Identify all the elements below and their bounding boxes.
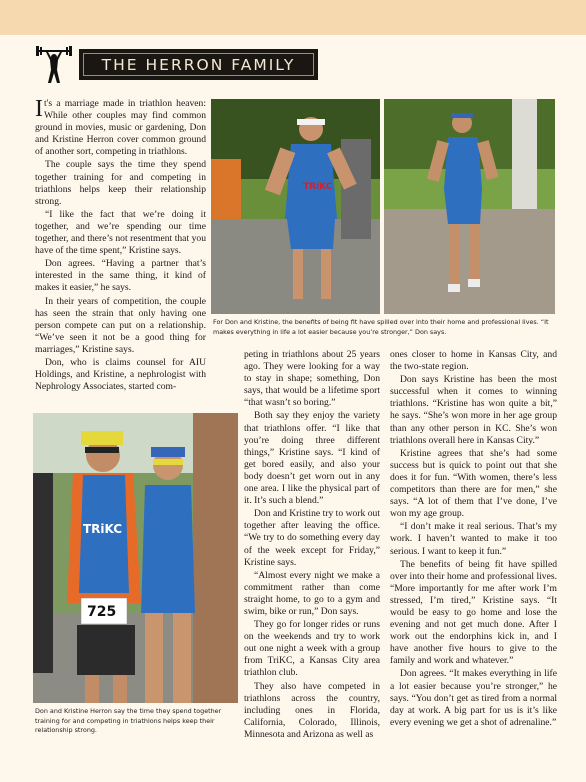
article-column-2	[244, 349, 380, 741]
couple-jersey-label: TRiKC	[83, 522, 123, 536]
article-paragraph: It's a marriage made in triathlon heaven: While other couples may find common ground in movies, music or gardening, Don and Kristine Herron cover common ground of another sort, competing in triathlons.	[35, 96, 206, 158]
article-paragraph: Don and Kristine try to work out together after leaving the office. “We try to do something every day of the week except for Friday,” Kristine says.	[244, 508, 380, 568]
article-paragraph: The couple says the time they spend together training for and competing in triathlons helps keep their relationship strong.	[35, 159, 206, 207]
article-column-1	[35, 98, 206, 393]
article-paragraph: Don says Kristine has been the most successful when it comes to winning triathlons. “Kristine has won quite a bit,” he says. “She’s won more in her age group than any other person in KC. She’s won triathlons overall here in Kansas City.”	[390, 374, 557, 446]
article-paragraph: They go for longer rides or runs on the weekends and try to work out one night a week with a group from TriKC, a Kansas City area triathlon club.	[244, 619, 380, 679]
top-color-band	[0, 0, 586, 35]
article-paragraph: Don agrees. “It makes everything in life a lot easier because you’re stronger,” he says. “You don’t get as tired from a normal day at work. A big part for us is it’s like every evening we get a shot of adrenaline.”	[390, 668, 557, 728]
article-paragraph: Don agrees. “Having a partner that’s interested in the same thing, it kind of makes it easier,” he says.	[35, 258, 206, 294]
weightlifter-icon	[36, 46, 72, 84]
photo-caption-top: For Don and Kristine, the benefits of being fit have spilled over into their home and professional lives. “It makes everything in life a lot easier because you’re stronger,” Don says.	[213, 318, 549, 336]
article-paragraph: The benefits of being fit have spilled over into their home and professional lives. “More importantly for me after work I’m stressed, I’m tired,” Kristine says. “It would be easy to go home and lose the evening and not get much done. After I work out the endorphins kick in, and I have another five hours to give to the family and work and whatever.”	[390, 558, 557, 667]
article-paragraph: In their years of competition, the couple has seen the strain that only having one person compete can put on a relationship. “We’ve seen it not be a good thing for marriages,” Kristine says.	[35, 295, 206, 355]
article-column-3	[390, 349, 557, 729]
article-paragraph: “Almost every night we make a commitment rather than come straight home, to go to a gym and swim, bike or run,” Don says.	[244, 569, 380, 617]
article-paragraph: Both say they enjoy the variety that triathlons offer. “I like that you’re doing three different things,” Kristine says. “I kind of get bored easily, and also your body doesn’t get worn out in any one area. I like the physical part of it. It’s such a blend.”	[244, 410, 380, 507]
article-paragraph: ones closer to home in Kansas City, and the two-state region.	[390, 349, 557, 373]
don-jersey-label: TRiKC	[303, 182, 333, 192]
photo-caption-bottom: Don and Kristine Herron say the time they spend together training for and competing in triathlons helps keep their relationship strong.	[35, 707, 222, 734]
drop-cap: I	[35, 96, 43, 122]
article-paragraph: They also have competed in triathlons across the country, including ones in Florida, California, Colorado, Illinois, Minnesota and Arizona as well as	[244, 680, 380, 740]
article-paragraph: Don, who is claims counsel for AIU Holdings, and Kristine, a nephrologist with Nephrology Associates, started com-	[35, 356, 206, 393]
section-title-box	[79, 49, 318, 80]
article-paragraph: peting in triathlons about 25 years ago. They were looking for a way to stay in shape; something, Don says, that would be a lifetime sport “that wasn’t so boring.”	[244, 349, 380, 409]
article-paragraph: “I like the fact that we’re doing it together, and we’re spending our time together, and there’s not resentment that you have of the time spent,” Kristine says.	[35, 208, 206, 257]
photo-kristine-running	[384, 99, 555, 314]
photo-don-running	[211, 99, 380, 314]
section-title: THE HERRON FAMILY	[101, 55, 296, 74]
photo-couple-finish	[33, 413, 238, 703]
article-paragraph: “I don’t make it real serious. That’s my work. I haven’t wanted to make it too serious. I want to keep it fun.”	[390, 521, 557, 557]
couple-bib-number: 725	[87, 604, 117, 620]
article-paragraph: Kristine agrees that she’s had some success but is quick to point out that she does it for fun. “With women, there’s less competitors than there are for men,” she says. “A lot of them that I’ve done, I’ve won my age group.	[390, 447, 557, 520]
